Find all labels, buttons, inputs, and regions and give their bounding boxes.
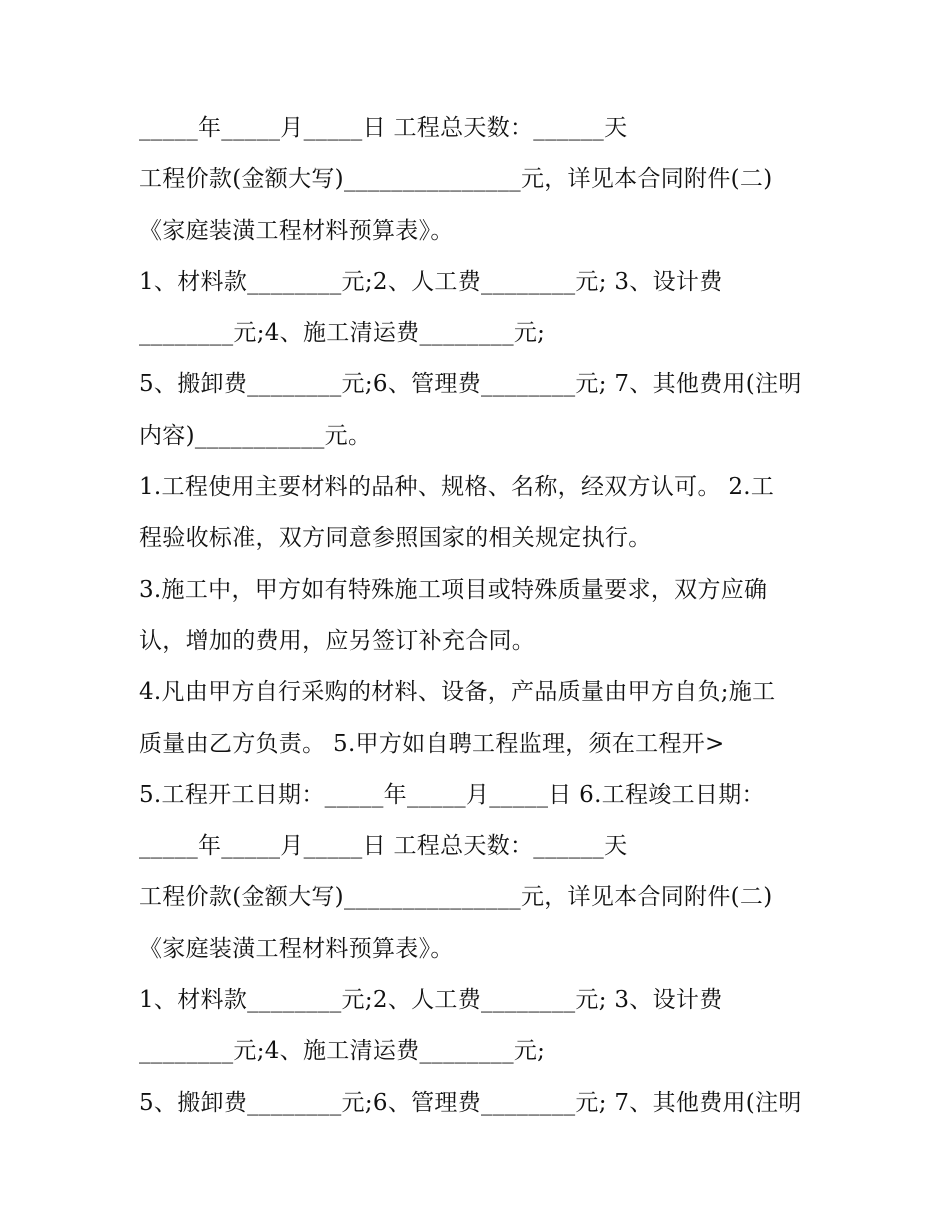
text-line-13: 质量由乙方负责。 5.甲方如自聘工程监理，须在工程开> <box>139 730 725 757</box>
text-line-19: ________元;4、施工清运费________元; <box>139 1038 546 1065</box>
text-line-3: 《家庭装潢工程材料预算表》。 <box>139 217 454 244</box>
text-line-2: 工程价款(金额大写)_______________元，详见本合同附件(二) <box>139 166 773 193</box>
text-line-6: 5、搬卸费________元;6、管理费________元; 7、其他费用(注明 <box>139 371 802 398</box>
text-line-1: _____年_____月_____日 工程总天数：______天 <box>139 115 628 141</box>
text-line-18: 1、材料款________元;2、人工费________元; 3、设计费 <box>139 987 723 1014</box>
text-line-12: 4.凡由甲方自行采购的材料、设备，产品质量由甲方自负;施工 <box>139 679 776 706</box>
text-line-8: 1.工程使用主要材料的品种、规格、名称，经双方认可。 2.工 <box>139 474 775 501</box>
text-line-11: 认，增加的费用，应另签订补充合同。 <box>139 627 536 654</box>
text-line-16: 工程价款(金额大写)_______________元，详见本合同附件(二) <box>139 884 773 911</box>
text-line-14: 5.工程开工日期：_____年_____月_____日 6.工程竣工日期： <box>139 781 765 808</box>
text-line-4: 1、材料款________元;2、人工费________元; 3、设计费 <box>139 268 723 295</box>
text-line-15: _____年_____月_____日 工程总天数：______天 <box>139 833 628 860</box>
text-line-17: 《家庭装潢工程材料预算表》。 <box>139 935 454 962</box>
text-line-7: 内容)___________元。 <box>139 422 372 449</box>
contract-text-body <box>139 103 829 1129</box>
text-line-5: ________元;4、施工清运费________元; <box>139 320 546 347</box>
text-line-9: 程验收标准，双方同意参照国家的相关规定执行。 <box>139 525 652 552</box>
text-line-20: 5、搬卸费________元;6、管理费________元; 7、其他费用(注明 <box>139 1089 802 1116</box>
text-line-10: 3.施工中，甲方如有特殊施工项目或特殊质量要求，双方应确 <box>139 576 768 603</box>
